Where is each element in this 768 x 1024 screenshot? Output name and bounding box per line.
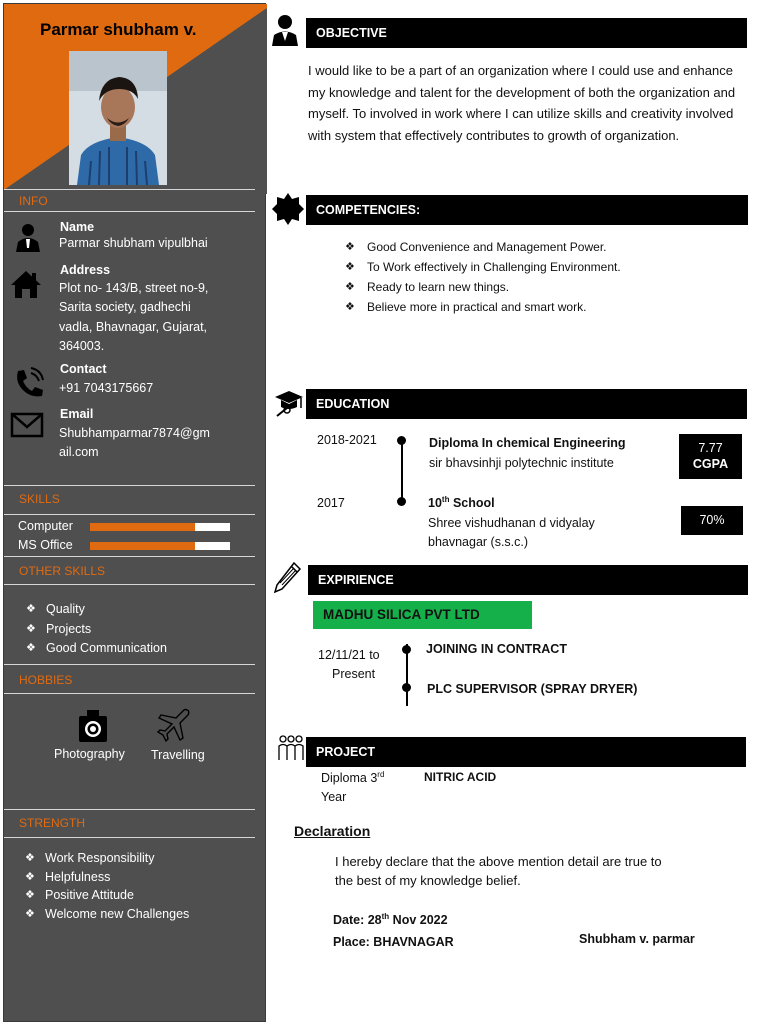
- divider: [4, 584, 255, 585]
- timeline-line: [401, 440, 403, 502]
- name-label: Name: [60, 220, 95, 234]
- project-level-base: Diploma 3: [321, 771, 378, 786]
- airplane-icon: [156, 707, 192, 743]
- declaration-date: [333, 912, 448, 927]
- list-item: ❖ Ready to learn new things.: [345, 277, 621, 297]
- contact-label: Contact: [60, 362, 107, 376]
- divider: [4, 556, 255, 557]
- education-degree: [428, 495, 495, 510]
- section-title-experience: EXPIRIENCE: [308, 565, 748, 595]
- section-label-info: INFO: [19, 194, 48, 208]
- team-icon: [276, 734, 306, 762]
- email-line: ail.com: [59, 445, 99, 459]
- graduation-cap-icon: [273, 388, 305, 418]
- education-degree: Diploma In chemical Engineering: [429, 436, 626, 450]
- section-label-strength: STRENGTH: [19, 816, 85, 830]
- section-title-project: PROJECT: [306, 737, 746, 767]
- list-item: ❖ Work Responsibility: [23, 849, 189, 868]
- project-level: [321, 770, 384, 785]
- name-value: Parmar shubham vipulbhai: [59, 236, 208, 250]
- skill-level-bar: [90, 523, 230, 531]
- experience-date: 12/11/21 to: [318, 648, 380, 662]
- divider: [4, 809, 255, 810]
- divider: [4, 485, 255, 486]
- skill-name: Computer: [18, 519, 73, 533]
- person-suit-icon: [271, 14, 299, 46]
- email-line: Shubhamparmar7874@gm: [59, 426, 210, 440]
- contact-value: +91 7043175667: [59, 381, 154, 395]
- education-year: 2017: [317, 496, 345, 510]
- declaration-title: Declaration: [294, 823, 371, 839]
- divider: [4, 693, 255, 694]
- list-item: ❖ Good Communication: [24, 639, 167, 659]
- date-suffix: th: [381, 912, 390, 921]
- profile-photo: [69, 51, 167, 185]
- divider: [4, 837, 255, 838]
- score-value: 7.77: [698, 441, 723, 455]
- project-level-suffix: rd: [377, 770, 385, 779]
- experience-role: PLC SUPERVISOR (SPRAY DRYER): [427, 682, 638, 696]
- list-item: ❖ Welcome new Challenges: [23, 905, 189, 924]
- address-line: vadla, Bhavnagar, Gujarat,: [59, 320, 208, 334]
- timeline-dot: [402, 645, 411, 654]
- list-item: ❖ Helpfulness: [23, 868, 189, 887]
- divider: [4, 514, 255, 515]
- signature-name: Shubham v. parmar: [579, 932, 695, 946]
- hobby-label: Photography: [54, 747, 125, 761]
- list-item: ❖ Projects: [24, 620, 167, 640]
- declaration-text: I hereby declare that the above mention detail are true to: [335, 854, 662, 869]
- other-skills-list: [24, 600, 167, 659]
- skill-level-fill: [90, 542, 195, 550]
- competencies-list: [345, 237, 621, 317]
- date-rest: Nov 2022: [389, 913, 448, 928]
- list-item: ❖ Believe more in practical and smart work.: [345, 297, 621, 317]
- score-unit: CGPA: [692, 457, 729, 471]
- hobby-label: Travelling: [151, 748, 205, 762]
- section-label-hobbies: HOBBIES: [19, 673, 73, 687]
- address-line: 364003.: [59, 339, 105, 353]
- phone-icon: [12, 367, 44, 399]
- timeline-dot: [402, 683, 411, 692]
- degree-number: 10: [428, 496, 442, 511]
- experience-role: JOINING IN CONTRACT: [426, 642, 567, 656]
- education-institute: sir bhavsinhji polytechnic institute: [429, 456, 614, 470]
- skill-name: MS Office: [18, 538, 73, 552]
- list-item: ❖ Positive Attitude: [23, 886, 189, 905]
- list-item: ❖ To Work effectively in Challenging Environment.: [345, 257, 621, 277]
- section-title-competencies: COMPETENCIES:: [306, 195, 748, 225]
- section-title-objective: OBJECTIVE: [306, 18, 747, 48]
- timeline-dot: [397, 497, 406, 506]
- divider: [4, 189, 255, 190]
- sidebar: [3, 3, 266, 1022]
- score-badge: [679, 434, 742, 479]
- person-icon: [14, 222, 42, 252]
- degree-suffix: th: [441, 495, 450, 504]
- declaration-place: Place: BHAVNAGAR: [333, 935, 454, 949]
- degree-rest: School: [449, 496, 495, 511]
- pencil-icon: [272, 561, 302, 595]
- section-label-skills: SKILLS: [19, 492, 60, 506]
- badge-star-icon: [271, 192, 305, 226]
- company-name: MADHU SILICA PVT LTD: [313, 601, 532, 629]
- candidate-name: Parmar shubham v.: [40, 20, 197, 39]
- declaration-text: the best of my knowledge belief.: [335, 873, 521, 888]
- date-label: Date: 28: [333, 913, 382, 928]
- address-line: Plot no- 143/B, street no-9,: [59, 281, 209, 295]
- camera-icon: [78, 709, 108, 743]
- timeline-dot: [397, 436, 406, 445]
- address-line: Sarita society, gadhechi: [59, 300, 191, 314]
- skill-level-fill: [90, 523, 195, 531]
- divider: [4, 664, 255, 665]
- list-item: ❖ Good Convenience and Management Power.: [345, 237, 621, 257]
- section-title-education: EDUCATION: [306, 389, 747, 419]
- project-name: NITRIC ACID: [424, 770, 497, 784]
- email-label: Email: [60, 407, 94, 421]
- divider: [4, 211, 255, 212]
- education-year: 2018-2021: [317, 433, 377, 447]
- section-label-other-skills: OTHER SKILLS: [19, 564, 106, 578]
- education-institute: bhavnagar (s.s.c.): [428, 535, 529, 549]
- envelope-icon: [10, 412, 44, 438]
- home-icon: [10, 269, 42, 299]
- objective-text: I would like to be a part of an organization where I could use and enhance my knowledge and talent for the development of both the organization and myself. To involved in work where I can utilize skills and creativity involved with system that effectively contributes to growth of organization.: [308, 63, 736, 143]
- education-institute: Shree vishudhanan d vidyalay: [428, 516, 595, 530]
- score-badge: 70%: [681, 506, 743, 535]
- address-label: Address: [60, 263, 111, 277]
- skill-level-bar: [90, 542, 230, 550]
- list-item: ❖ Quality: [24, 600, 167, 620]
- strengths-list: [23, 849, 189, 924]
- project-level-year: Year: [321, 790, 347, 804]
- experience-date: Present: [332, 667, 376, 681]
